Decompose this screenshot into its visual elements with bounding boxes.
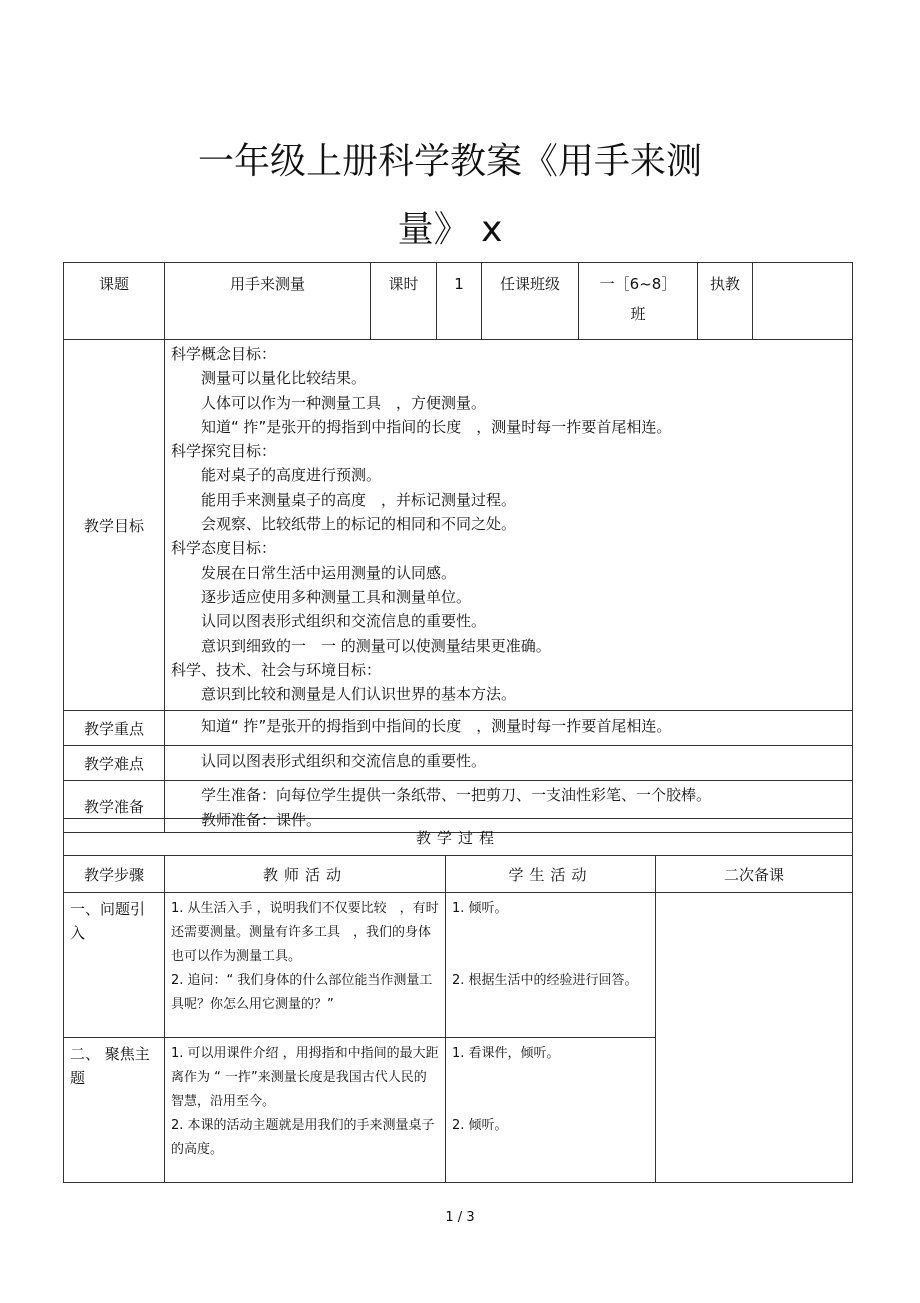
difficulty-text: 认同以图表形式组织和交流信息的重要性。 <box>165 746 853 781</box>
topic-value: 用手来测量 <box>165 263 371 340</box>
goal-item: 意识到细致的一 一 的测量可以使测量结果更准确。 <box>201 636 551 655</box>
lesson-info-table <box>63 262 853 833</box>
goal-item: 能用手来测量桌子的高度 ，并标记测量过程。 <box>201 490 517 509</box>
goal-item: 会观察、比较纸带上的标记的相同和不同之处。 <box>201 515 517 534</box>
goal-item: 认同以图表形式组织和交流信息的重要性。 <box>201 612 487 631</box>
notes-cell <box>656 893 853 1183</box>
goal-heading: 科学态度目标： <box>171 539 277 558</box>
goal-item: 逐步适应使用多种测量工具和测量单位。 <box>201 587 472 606</box>
step-name: 二、 聚焦主题 <box>64 1038 165 1183</box>
difficulty-label: 教学难点 <box>64 746 165 781</box>
goal-heading: 科学概念目标： <box>171 345 277 363</box>
goals-content <box>165 340 853 711</box>
key-point-text: 知道“ 拃”是张开的拇指到中指间的长度 ，测量时每一拃要首尾相连。 <box>165 711 853 746</box>
col-teacher: 教师活动 <box>165 856 446 893</box>
col-step: 教学步骤 <box>64 856 165 893</box>
student-activity: 1. 看课件，倾听。 2. 倾听。 <box>446 1038 656 1183</box>
teacher-activity: 1. 从生活入手 ，说明我们不仅要比较 ，有时还需要测量。测量有许多工具 ，我们的身体也可以作为测量工具。 2. 追问：“ 我们身体的什么部位能当作测量工具呢？你怎么用它测量的？” <box>165 893 446 1038</box>
col-student: 学生活动 <box>446 856 656 893</box>
key-point-label: 教学重点 <box>64 711 165 746</box>
teacher-value <box>753 263 853 340</box>
goal-heading: 科学探究目标： <box>171 442 277 461</box>
goal-item: 知道“ 拃”是张开的拇指到中指间的长度 ，测量时每一拃要首尾相连。 <box>201 417 672 436</box>
goal-item: 意识到比较和测量是人们认识世界的基本方法。 <box>201 685 517 704</box>
page-number: 1 / 3 <box>445 1210 475 1225</box>
teacher-activity: 1. 可以用课件介绍 ，用拇指和中指间的最大距离作为 “ 一拃”来测量长度是我国古代人民的智慧，沿用至今。 2. 本课的活动主题就是用我们的手来测量桌子的高度。 <box>165 1038 446 1183</box>
step-name: 一、问题引入 <box>64 893 165 1038</box>
goal-item: 人体可以作为一种测量工具 ，方便测量。 <box>201 393 487 412</box>
topic-label: 课题 <box>64 263 165 340</box>
col-notes: 二次备课 <box>656 856 853 893</box>
goal-heading: 科学、技术、社会与环境目标： <box>171 660 382 679</box>
hours-value: 1 <box>437 263 482 340</box>
class-value: 一［6~8］班 <box>579 263 698 340</box>
preparation-label: 教学准备 <box>64 781 165 833</box>
document-title: 一年级上册科学教案《用手来测量》 x <box>197 141 702 250</box>
process-table <box>63 818 853 1183</box>
goals-label: 教学目标 <box>64 340 165 711</box>
teacher-label: 执教 <box>698 263 753 340</box>
class-label: 任课班级 <box>482 263 579 340</box>
goal-item: 发展在日常生活中运用测量的认同感。 <box>201 563 457 582</box>
goal-item: 测量可以量化比较结果。 <box>201 369 367 388</box>
hours-label: 课时 <box>371 263 437 340</box>
prep-line: 学生准备：向每位学生提供一条纸带、一把剪刀、一支油性彩笔、一个胶棒。 <box>201 786 712 805</box>
process-title: 教学过程 <box>64 819 853 856</box>
goal-item: 能对桌子的高度进行预测。 <box>201 466 382 485</box>
student-activity: 1. 倾听。 2. 根据生活中的经验进行回答。 <box>446 893 656 1038</box>
prep-line: 教师准备：课件。 <box>201 810 322 829</box>
